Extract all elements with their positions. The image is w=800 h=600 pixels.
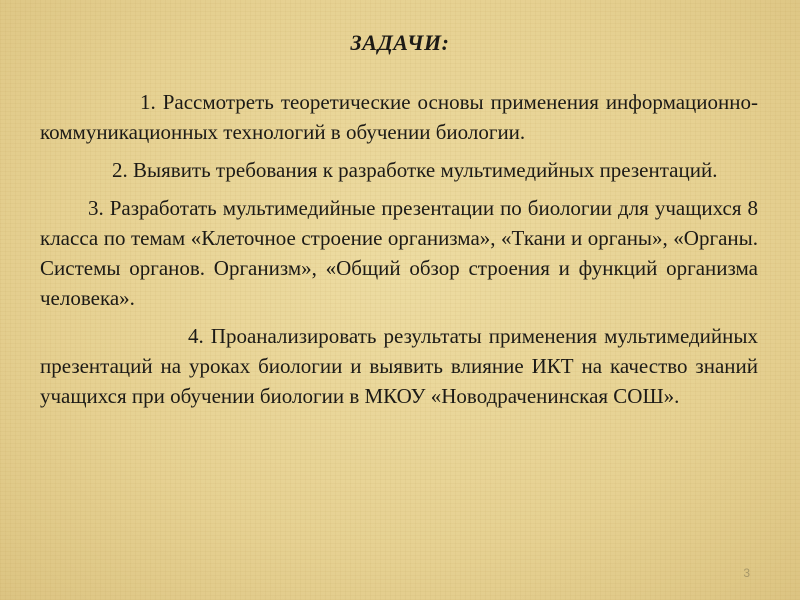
slide-title: ЗАДАЧИ:: [350, 30, 450, 55]
task-item-1: 1. Рассмотреть теоретические основы применения информационно-коммуникационных технологий в обучении биологии.: [40, 90, 758, 144]
task-item-3: 3. Разработать мультимедийные презентации по биологии для учащихся 8 класса по темам «Клеточное строение организма», «Ткани и органы», «Органы. Системы органов. Организм», «Общий обзор строения и функций организма человека».: [40, 196, 758, 310]
task-item-4: 4. Проанализировать результаты применения мультимедийных презентаций на уроках биологии и выявить влияние ИКТ на качество знаний учащихся при обучении биологии в МКОУ «Новодраченинская СОШ».: [40, 324, 758, 408]
page-number: 3: [743, 566, 750, 580]
task-item-2: 2. Выявить требования к разработке мультимедийных презентаций.: [112, 158, 718, 182]
task-list: [40, 87, 758, 419]
